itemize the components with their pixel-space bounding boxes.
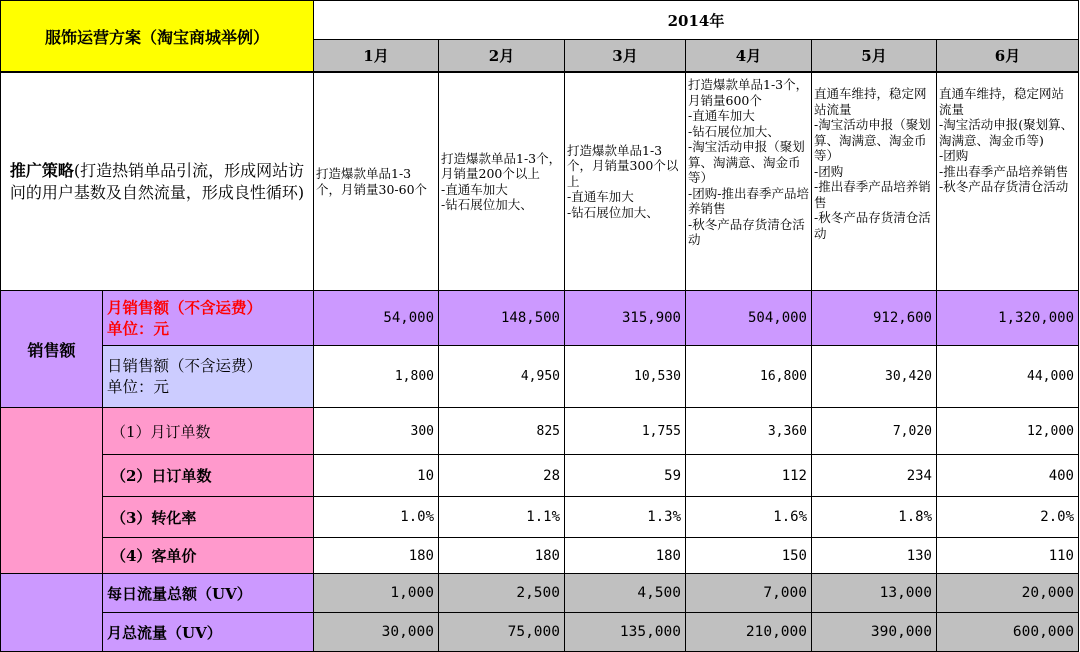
order-row-value[interactable]: 180 (565, 538, 686, 574)
strategy-label-text: (打造热销单品引流，形成网站访问的用户基数及自然流量，形成良性循环) (9, 160, 305, 202)
daily-sales-value[interactable]: 16,800 (686, 346, 812, 408)
daily-sales-value[interactable]: 4,950 (439, 346, 565, 408)
monthly-sales-value[interactable]: 912,600 (812, 291, 937, 346)
daily-sales-value[interactable]: 44,000 (937, 346, 1079, 408)
monthly-sales-label-line1: 月销售额（不含运费） (107, 298, 263, 317)
year-header[interactable]: 2014年 (314, 0, 1079, 40)
monthly-sales-value[interactable]: 315,900 (565, 291, 686, 346)
traffic-row-value[interactable]: 1,000 (314, 574, 439, 613)
daily-sales-label-line2: 单位：元 (107, 377, 170, 396)
monthly-sales-label[interactable] (103, 291, 314, 346)
order-row-value[interactable]: 112 (686, 455, 812, 497)
monthly-sales-value[interactable]: 1,320,000 (937, 291, 1079, 346)
month-plan[interactable]: 打造爆款单品1-3个，月销量30-60个 (314, 73, 439, 291)
traffic-row-value[interactable]: 390,000 (812, 613, 937, 652)
order-row-value[interactable]: 1.1% (439, 497, 565, 538)
strategy-label[interactable] (0, 73, 314, 291)
order-row-label[interactable]: （2）日订单数 (103, 455, 314, 497)
traffic-row-value[interactable]: 600,000 (937, 613, 1079, 652)
order-row-value[interactable]: 180 (314, 538, 439, 574)
order-row-value[interactable]: 300 (314, 408, 439, 455)
order-row-value[interactable]: 1.0% (314, 497, 439, 538)
order-row-value[interactable]: 110 (937, 538, 1079, 574)
traffic-group-cell[interactable] (0, 574, 103, 652)
sheet-title[interactable]: 服饰运营方案（淘宝商城举例） (0, 0, 314, 73)
sales-group-label[interactable]: 销售额 (0, 291, 103, 408)
order-row-value[interactable]: 150 (686, 538, 812, 574)
daily-sales-value[interactable]: 1,800 (314, 346, 439, 408)
order-row-label[interactable]: （4）客单价 (103, 538, 314, 574)
daily-sales-value[interactable]: 30,420 (812, 346, 937, 408)
order-row-value[interactable]: 28 (439, 455, 565, 497)
monthly-sales-value[interactable]: 148,500 (439, 291, 565, 346)
traffic-row-label[interactable]: 月总流量（UV） (103, 613, 314, 652)
month-header[interactable]: 5月 (812, 40, 937, 73)
month-header[interactable]: 4月 (686, 40, 812, 73)
order-row-value[interactable]: 130 (812, 538, 937, 574)
monthly-sales-label-line2: 单位：元 (107, 319, 170, 338)
month-plan[interactable]: 打造爆款单品1-3个，月销量600个 -直通车加大 -钻石展位加大、 -淘宝活动申报（聚划算、淘满意、淘金币等） -团购-推出春季产品培养销售 -秋冬产品存货清仓活动 (686, 73, 812, 291)
traffic-row-label[interactable]: 每日流量总额（UV） (103, 574, 314, 613)
month-plan[interactable]: 打造爆款单品1-3个，月销量300个以上 -直通车加大 -钻石展位加大、 (565, 73, 686, 291)
order-row-value[interactable]: 825 (439, 408, 565, 455)
order-row-label[interactable]: （1）月订单数 (103, 408, 314, 455)
daily-sales-value[interactable]: 10,530 (565, 346, 686, 408)
traffic-row-value[interactable]: 4,500 (565, 574, 686, 613)
month-plan[interactable]: 直通车维持，稳定网站流量 -淘宝活动申报(聚划算、淘满意、淘金币等) -团购 -推出春季产品培养销售 -秋冬产品存货清仓活动 (937, 73, 1079, 291)
daily-sales-label[interactable] (103, 346, 314, 408)
order-row-value[interactable]: 1.6% (686, 497, 812, 538)
traffic-row-value[interactable]: 30,000 (314, 613, 439, 652)
traffic-row-value[interactable]: 7,000 (686, 574, 812, 613)
order-row-value[interactable]: 59 (565, 455, 686, 497)
traffic-row-value[interactable]: 135,000 (565, 613, 686, 652)
order-row-value[interactable]: 1,755 (565, 408, 686, 455)
order-row-value[interactable]: 1.3% (565, 497, 686, 538)
order-row-value[interactable]: 12,000 (937, 408, 1079, 455)
traffic-row-value[interactable]: 210,000 (686, 613, 812, 652)
order-row-value[interactable]: 10 (314, 455, 439, 497)
order-row-value[interactable]: 234 (812, 455, 937, 497)
order-row-value[interactable]: 400 (937, 455, 1079, 497)
order-row-label[interactable]: （3）转化率 (103, 497, 314, 538)
traffic-row-value[interactable]: 2,500 (439, 574, 565, 613)
strategy-label-bold: 推广策略 (9, 160, 74, 180)
order-row-value[interactable]: 180 (439, 538, 565, 574)
traffic-row-value[interactable]: 20,000 (937, 574, 1079, 613)
month-plan[interactable]: 直通车维持，稳定网站流量 -淘宝活动申报（聚划算、淘满意、淘金币等） -团购 -推出春季产品培养销售 -秋冬产品存货清仓活动 (812, 73, 937, 291)
traffic-row-value[interactable]: 13,000 (812, 574, 937, 613)
month-header[interactable]: 6月 (937, 40, 1079, 73)
order-row-value[interactable]: 1.8% (812, 497, 937, 538)
month-plan[interactable]: 打造爆款单品1-3个，月销量200个以上 -直通车加大 -钻石展位加大、 (439, 73, 565, 291)
order-row-value[interactable]: 2.0% (937, 497, 1079, 538)
order-row-value[interactable]: 7,020 (812, 408, 937, 455)
monthly-sales-value[interactable]: 54,000 (314, 291, 439, 346)
month-header[interactable]: 1月 (314, 40, 439, 73)
month-header[interactable]: 2月 (439, 40, 565, 73)
orders-group-cell[interactable] (0, 408, 103, 574)
monthly-sales-value[interactable]: 504,000 (686, 291, 812, 346)
order-row-value[interactable]: 3,360 (686, 408, 812, 455)
daily-sales-label-line1: 日销售额（不含运费） (107, 356, 263, 375)
month-header[interactable]: 3月 (565, 40, 686, 73)
traffic-row-value[interactable]: 75,000 (439, 613, 565, 652)
